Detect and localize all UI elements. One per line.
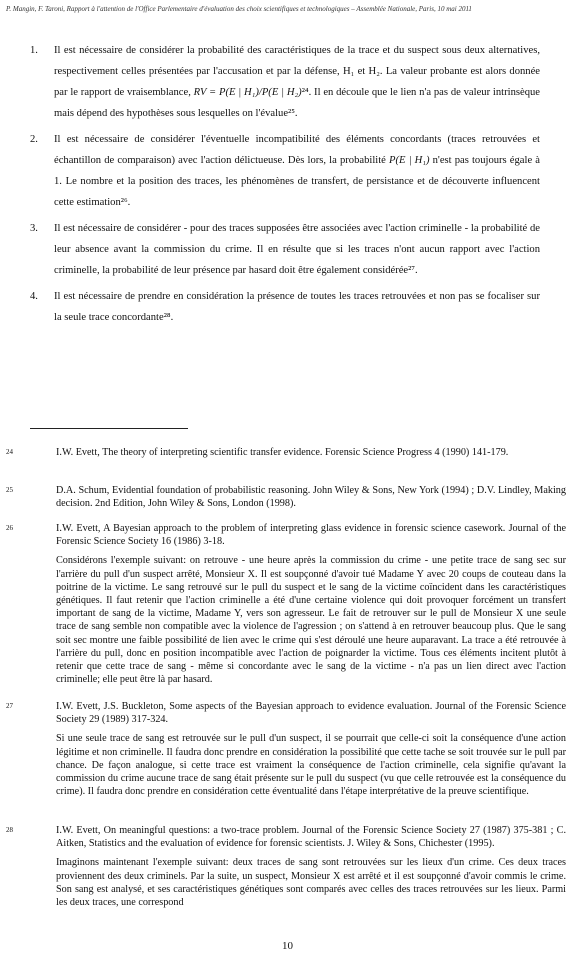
item-number: 3. — [30, 223, 38, 234]
footnote-number: 27 — [6, 702, 13, 710]
footnote — [6, 824, 566, 909]
item-formula: RV = P(E | H₁)/P(E | H₂) — [193, 87, 302, 98]
footnote — [6, 446, 566, 459]
footnote-reference: I.W. Evett, J.S. Buckleton, Some aspects of the Bayesian approach to evidence evaluation. Journal of the Forensic Science Society 29 (1989) 317-324. — [56, 701, 566, 726]
footnote-reference: D.A. Schum, Evidential foundation of probabilistic reasoning. John Wiley & Sons, New York (1994) ; D.V. Lindley, Making decision. 2nd Edition, John Wiley & Sons, London (1998). — [56, 485, 566, 510]
footnote-reference: I.W. Evett, On meaningful questions: a two-trace problem. Journal of the Forensic Science Society 27 (1987) 375-381 ; C. Aitken, Statistics and the evaluation of evidence for forensic scientists. J. Wiley & Sons, Chichester (1995). — [56, 825, 566, 850]
item-text-cont: n'est pas toujours égale à 1. Le nombre et la position des traces, les phénomènes de transfert, de persistance et de découverte influencent cette estimation²⁶. — [54, 155, 540, 208]
footnote-reference: I.W. Evett, The theory of interpreting scientific transfer evidence. Forensic Science Progress 4 (1990) 141-179. — [56, 447, 509, 458]
running-header: P. Mangin, F. Taroni, Rapport à l'attention de l'Office Parlementaire d'évaluation des choix scientifiques et technologiques – Assemblée Nationale, Paris, 10 mai 2011 — [6, 5, 472, 13]
footnote — [6, 522, 566, 686]
footnote — [6, 700, 566, 798]
item-number: 1. — [30, 45, 38, 56]
footnote-separator — [30, 428, 188, 429]
footnote-note: Considérons l'exemple suivant: on retrouve - une heure après la commission du crime - une petite trace de sang sec sur l'arrière du pull d'un suspect arrêté, Monsieur X. Il est soupçonné d'avoir tué Madame Y avec 20 coups de couteau dans la poitrine de la victime. Le sang retrouvé sur le pull du suspect et le sang de la victime coïncident dans les caractéristiques génétiques. Il faut retenir que l'action criminelle a été d'une certaine violence qui doit provoquer forcément un transfert important de sang de la victime, Madame Y, vers son agresseur. Le fait de retrouver sur le pull de Monsieur X une seule trace de sang semble non compatible avec la violence de l'agression ; on s'attend à en retrouver beaucoup plus. Que le sang soit sec montre une faible possibilité de lien avec le crime qui s'est déroulé une heure auparavant. La trace a été retrouvée à l'arrière du pull, donc en position incompatible avec l'action de poignarder la victime. Tous ces éléments incitent plutôt à retenir que cette trace de sang - même si concordante avec le sang de la victime - n'a pas un lien direct avec l'action criminelle; elle peut être là par hasard. — [56, 555, 566, 686]
item-text: Il est nécessaire de considérer la probabilité des caractéristiques de la trace et du suspect sous deux alternatives, respectivement celles présentées par l'accusation et par la défense, H₁ et H₂. La valeur probante est alors donnée par le rapport de vraisemblance, — [54, 45, 540, 98]
list-item — [30, 218, 540, 281]
list-item — [30, 129, 540, 213]
item-number: 2. — [30, 134, 38, 145]
footnote-reference: I.W. Evett, A Bayesian approach to the problem of interpreting glass evidence in forensic science casework. Journal of the Forensic Science Society 16 (1986) 3-18. — [56, 523, 566, 548]
footnote-number: 25 — [6, 486, 13, 494]
item-number: 4. — [30, 291, 38, 302]
page-number: 10 — [282, 940, 293, 952]
item-text: Il est nécessaire de considérer l'éventuelle incompatibilité des éléments concordants (traces retrouvées et échantillon de comparaison) avec l'action délictueuse. Dès lors, la probabilité — [54, 134, 540, 166]
footnote — [6, 484, 566, 510]
item-formula: P(E | H₁) — [388, 155, 430, 166]
item-text: Il est nécessaire de considérer - pour des traces supposées être associées avec l'action criminelle - la probabilité de leur absence avant la commission du crime. Il en résulte que si les traces n'ont aucun rapport avec l'action criminelle, la probabilité de leur présence par hasard doit être également considérée²⁷. — [54, 223, 540, 276]
footnote-note: Imaginons maintenant l'exemple suivant: deux traces de sang sont retrouvées sur les lieux d'un crime. Ces deux traces proviennent des deux criminels. Par la suite, un suspect, Monsieur X est arrêté et il est soupçonné d'avoir commis le crime. Son sang est analysé, et ses caractéristiques génétiques sont comparés avec celles des traces retrouvées sur les lieux. Parmi les deux traces, une correspond — [56, 857, 566, 909]
footnote-number: 24 — [6, 448, 13, 456]
list-item — [30, 286, 540, 328]
item-text: Il est nécessaire de prendre en considération la présence de toutes les traces retrouvées et non pas se focaliser sur la seule trace concordante²⁸. — [54, 291, 540, 323]
footnote-number: 26 — [6, 524, 13, 532]
footnote-number: 28 — [6, 826, 13, 834]
considerations-list — [30, 40, 540, 333]
item-text-cont: ²⁴. Il en découle que le lien n'a pas de valeur intrinsèque mais dépend des hypothèses sous lesquelles on l'évalue²⁵. — [54, 87, 540, 119]
list-item — [30, 40, 540, 124]
footnote-note: Si une seule trace de sang est retrouvée sur le pull d'un suspect, il se pourrait que celle-ci soit la conséquence d'une action légitime et non criminelle. Il faudra donc prendre en considération la possibilité que cette tache se soit trouvée sur le pull par chance. De façon analogue, si cette trace est vraiment la conséquence de l'action criminelle, cela signifie qu'avant la commission du crime aucune trace de sang était présente sur le pull du suspect (vu que celle retrouvée est la conséquence du crime). Il faudra donc prendre en considération cette éventualité dans l'étape interprétative de la preuve scientifique. — [56, 733, 566, 798]
